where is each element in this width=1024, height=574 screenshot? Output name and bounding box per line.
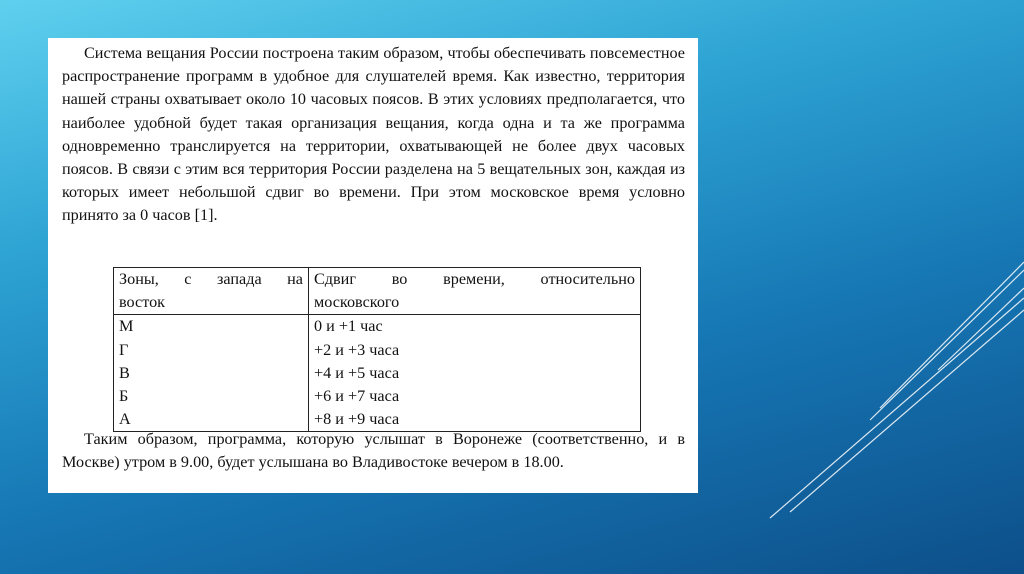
outro-paragraph: Таким образом, программа, которую услышат в Воронеже (соответственно, и в Москве) утром в 9.00, будет услышана во Владивостоке вечером в 18.00. bbox=[62, 430, 685, 472]
zone-cell: М bbox=[119, 317, 134, 336]
zone-cell: Б bbox=[119, 386, 129, 405]
deco-line-4 bbox=[770, 298, 1024, 518]
zones-column bbox=[114, 315, 309, 432]
intro-paragraph: Система вещания России построена таким образом, чтобы обеспечивать повсеместное распространение программ в удобное для слушателей время. Как известно, территория нашей страны охватывает около 10 часовых поясов. В этих условиях предполагается, что наиболее удобной будет такая организация вещания, когда одна и та же программа одновременно транслируется на территории, охватывающей не более двух часовых поясов. В связи с этим вся территория России разделена на 5 вещательных зон, каждая из которых имеет небольшой сдвиг во времени. При этом московское время условно принято за 0 часов [1]. bbox=[62, 44, 685, 225]
table-body-row bbox=[114, 315, 641, 432]
deco-line-2 bbox=[880, 262, 1024, 408]
shift-cell: +4 и +5 часа bbox=[314, 363, 400, 382]
shift-cell: +2 и +3 часа bbox=[314, 340, 400, 359]
shift-cell: +6 и +7 часа bbox=[314, 386, 400, 405]
deco-line-5 bbox=[790, 310, 1024, 512]
deco-line-1 bbox=[870, 270, 1024, 420]
zone-cell: Г bbox=[119, 340, 129, 359]
header-shift: Сдвиг во времени, относительно московского bbox=[309, 268, 641, 315]
shift-cell: +8 и +9 часа bbox=[314, 410, 400, 429]
zone-cell: А bbox=[119, 410, 131, 429]
document-page bbox=[48, 38, 698, 493]
zones-table bbox=[113, 267, 641, 432]
header-zones: Зоны, с запада на восток bbox=[114, 268, 309, 315]
shift-cell: 0 и +1 час bbox=[314, 317, 383, 336]
table-header-row bbox=[114, 268, 641, 315]
deco-line-3 bbox=[938, 288, 1024, 370]
zone-cell: В bbox=[119, 363, 130, 382]
shifts-column bbox=[309, 315, 641, 432]
